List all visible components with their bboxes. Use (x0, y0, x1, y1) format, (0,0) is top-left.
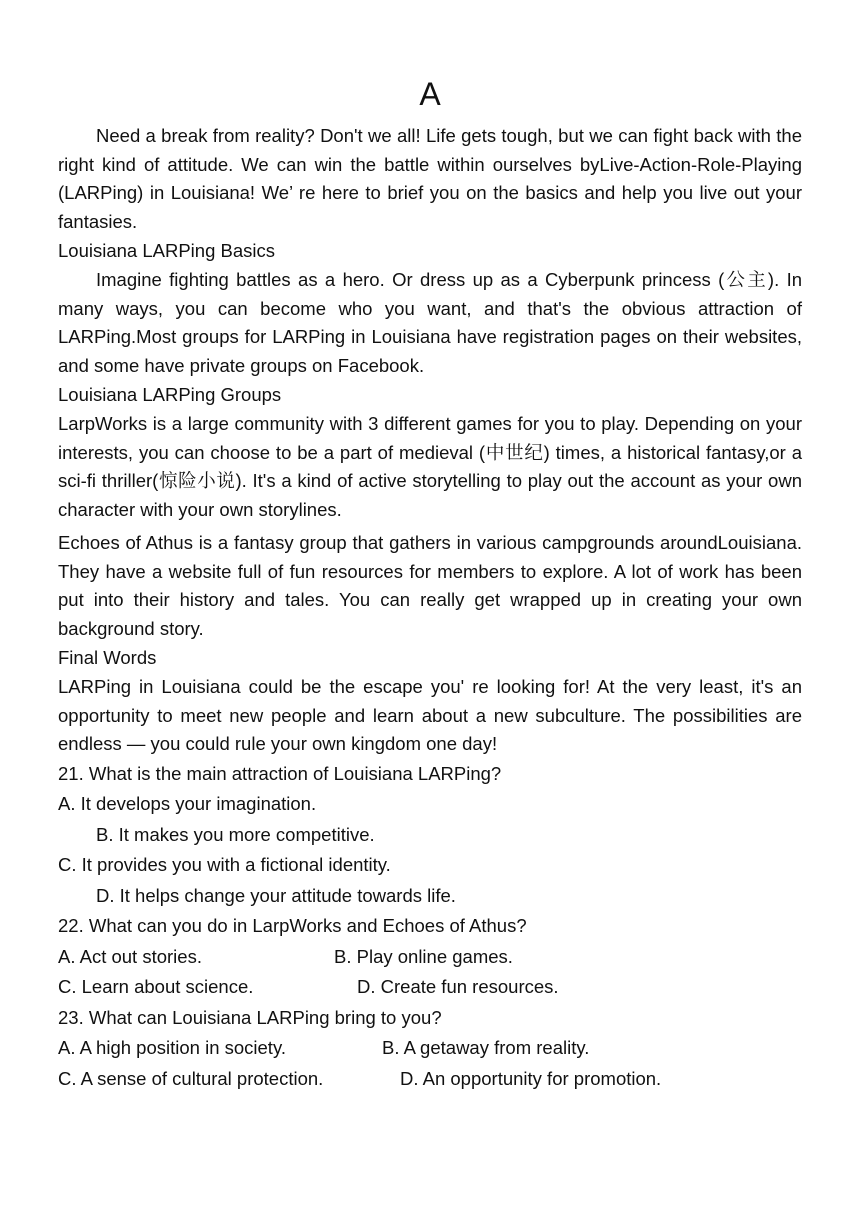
passage-title: A (419, 76, 441, 112)
option-b: B. It makes you more competitive. (96, 823, 375, 845)
basics-paragraph: Imagine fighting battles as a hero. Or dress up as a Cyberpunk princess (公主). In many ways, you can become who you want, and that's the obvious attraction of LARPing.Most groups for LARPing in Louisiana have registration pages on their websites, and some have private groups on Facebook. (58, 269, 802, 376)
option-a: A. It develops your imagination. (58, 793, 317, 814)
option-b: B. Play online games. (334, 945, 513, 967)
section-heading-final: Final Words (58, 647, 157, 668)
option-d: D. It helps change your attitude towards life. (96, 884, 456, 906)
question-stem: 22. What can you do in LarpWorks and Echoes of Athus? (58, 915, 527, 936)
question-stem: 21. What is the main attraction of Louisiana LARPing? (58, 762, 502, 784)
option-row (58, 1033, 802, 1064)
option-row (58, 972, 802, 1003)
option-row (58, 1064, 802, 1095)
document-page (58, 72, 802, 1094)
option-row (58, 942, 802, 973)
option-c: C. It provides you with a fictional identity. (58, 854, 391, 875)
option-d: D. Create fun resources. (357, 976, 559, 997)
echoes-paragraph: Echoes of Athus is a fantasy group that gathers in various campgrounds aroundLouisiana. They have a website full of fun resources for members to explore. A lot of work has been put into their history and tales. You can really get wrapped up in creating your own background story. (58, 532, 802, 639)
option-a: A. Act out stories. (58, 945, 202, 967)
option-c: C. A sense of cultural protection. (58, 1067, 324, 1089)
section-heading-groups: Louisiana LARPing Groups (58, 384, 282, 405)
question-stem: 23. What can Louisiana LARPing bring to you? (58, 1006, 442, 1028)
option-a: A. A high position in society. (58, 1037, 286, 1058)
section-heading-basics: Louisiana LARPing Basics (58, 240, 275, 261)
question-23 (58, 1003, 802, 1095)
larpworks-paragraph: LarpWorks is a large community with 3 different games for you to play. Depending on your interests, you can choose to be a part of medieval (中世纪) times, a historical fantasy,or a sci-fi thriller(惊险小说). It's a kind of active storytelling to play out the account as your own character with your own storylines. (58, 413, 802, 520)
final-words-paragraph: LARPing in Louisiana could be the escape you' re looking for! At the very least, it's an opportunity to meet new people and learn about a new subculture. The possibilities are endless — you could rule your own kingdom one day! (58, 676, 802, 754)
question-21 (58, 759, 802, 912)
option-c: C. Learn about science. (58, 976, 254, 997)
question-22 (58, 911, 802, 1003)
option-d: D. An opportunity for promotion. (400, 1067, 662, 1089)
intro-paragraph: Need a break from reality? Don't we all! Life gets tough, but we can fight back with the right kind of attitude. We can win the battle within ourselves byLive-Action-Role-Playing (LARPing) in Louisiana! We’ re here to brief you on the basics and help you live out your fantasies. (58, 125, 802, 232)
option-b: B. A getaway from reality. (382, 1037, 590, 1058)
